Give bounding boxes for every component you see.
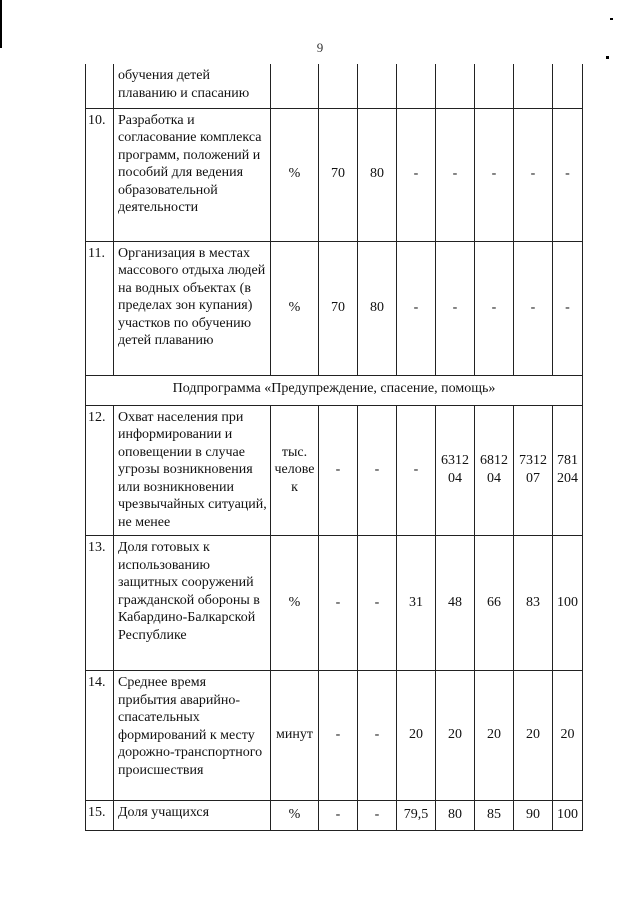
indicator-name: Организация в местах массового отдыха людей на водных объектах (в пределах зон купания) участков по обучению детей плаванию	[114, 241, 271, 375]
value-cell: -	[358, 671, 397, 801]
value-cell: -	[358, 536, 397, 671]
value-cell: 83	[514, 536, 553, 671]
value-cell: 70	[319, 108, 358, 241]
row-number: 10.	[86, 108, 114, 241]
value-cell: -	[436, 241, 475, 375]
value-cell	[475, 64, 514, 108]
value-cell	[436, 64, 475, 108]
value-cell: 79,5	[397, 801, 436, 831]
scan-dot-mark	[606, 56, 609, 59]
scan-dot-mark	[610, 18, 613, 20]
value-cell: 80	[358, 108, 397, 241]
value-cell: 90	[514, 801, 553, 831]
value-cell: 70	[319, 241, 358, 375]
value-cell: -	[397, 241, 436, 375]
value-cell: -	[514, 108, 553, 241]
value-cell: 20	[553, 671, 583, 801]
indicator-name: Охват населения при информировании и оповещении в случае угрозы возникновения или возникновении чрезвычайных ситуаций, не менее	[114, 405, 271, 536]
value-cell	[553, 64, 583, 108]
unit-cell: тыс. человек	[271, 405, 319, 536]
indicators-table	[85, 64, 583, 831]
table-body	[86, 64, 583, 831]
value-cell: -	[358, 801, 397, 831]
indicator-name: Доля учащихся	[114, 801, 271, 831]
value-cell: -	[553, 241, 583, 375]
value-cell: 681204	[475, 405, 514, 536]
value-cell: 80	[358, 241, 397, 375]
value-cell: -	[319, 801, 358, 831]
unit-cell: %	[271, 108, 319, 241]
value-cell: -	[475, 241, 514, 375]
table-row	[86, 801, 583, 831]
value-cell: 85	[475, 801, 514, 831]
row-number: 11.	[86, 241, 114, 375]
value-cell	[358, 64, 397, 108]
value-cell	[397, 64, 436, 108]
value-cell: -	[475, 108, 514, 241]
row-number: 13.	[86, 536, 114, 671]
subprogram-title: Подпрограмма «Предупреждение, спасение, помощь»	[86, 375, 583, 405]
value-cell: -	[436, 108, 475, 241]
row-number	[86, 64, 114, 108]
row-number: 15.	[86, 801, 114, 831]
row-number: 12.	[86, 405, 114, 536]
value-cell: -	[553, 108, 583, 241]
value-cell: 31	[397, 536, 436, 671]
indicator-name: Разработка и согласование комплекса программ, положений и пособий для ведения образовательной деятельности	[114, 108, 271, 241]
value-cell: 20	[475, 671, 514, 801]
table-row	[86, 108, 583, 241]
value-cell: -	[397, 405, 436, 536]
table-row	[86, 241, 583, 375]
table-row	[86, 64, 583, 108]
value-cell: -	[319, 405, 358, 536]
value-cell: 20	[514, 671, 553, 801]
value-cell: 781204	[553, 405, 583, 536]
value-cell: 48	[436, 536, 475, 671]
indicator-name: обучения детей плаванию и спасанию	[114, 64, 271, 108]
indicator-name: Доля готовых к использованию защитных сооружений гражданской обороны в Кабардино-Балкарской Республике	[114, 536, 271, 671]
value-cell: 731207	[514, 405, 553, 536]
table-row	[86, 536, 583, 671]
value-cell: 20	[397, 671, 436, 801]
unit-cell: %	[271, 536, 319, 671]
value-cell: -	[319, 671, 358, 801]
value-cell: 100	[553, 801, 583, 831]
unit-cell	[271, 64, 319, 108]
unit-cell: %	[271, 801, 319, 831]
value-cell: -	[514, 241, 553, 375]
value-cell: -	[397, 108, 436, 241]
value-cell: 631204	[436, 405, 475, 536]
unit-cell: минут	[271, 671, 319, 801]
value-cell: 100	[553, 536, 583, 671]
value-cell: 66	[475, 536, 514, 671]
subprogram-header-row	[86, 375, 583, 405]
value-cell	[514, 64, 553, 108]
value-cell: 20	[436, 671, 475, 801]
value-cell: -	[358, 405, 397, 536]
value-cell: -	[319, 536, 358, 671]
value-cell	[319, 64, 358, 108]
page-number: 9	[316, 40, 324, 55]
value-cell: 80	[436, 801, 475, 831]
row-number: 14.	[86, 671, 114, 801]
indicator-name: Среднее время прибытия аварийно-спасательных формирований к месту дорожно-транспортного происшествия	[114, 671, 271, 801]
unit-cell: %	[271, 241, 319, 375]
table-row	[86, 405, 583, 536]
scan-edge-mark	[0, 0, 2, 48]
table-row	[86, 671, 583, 801]
